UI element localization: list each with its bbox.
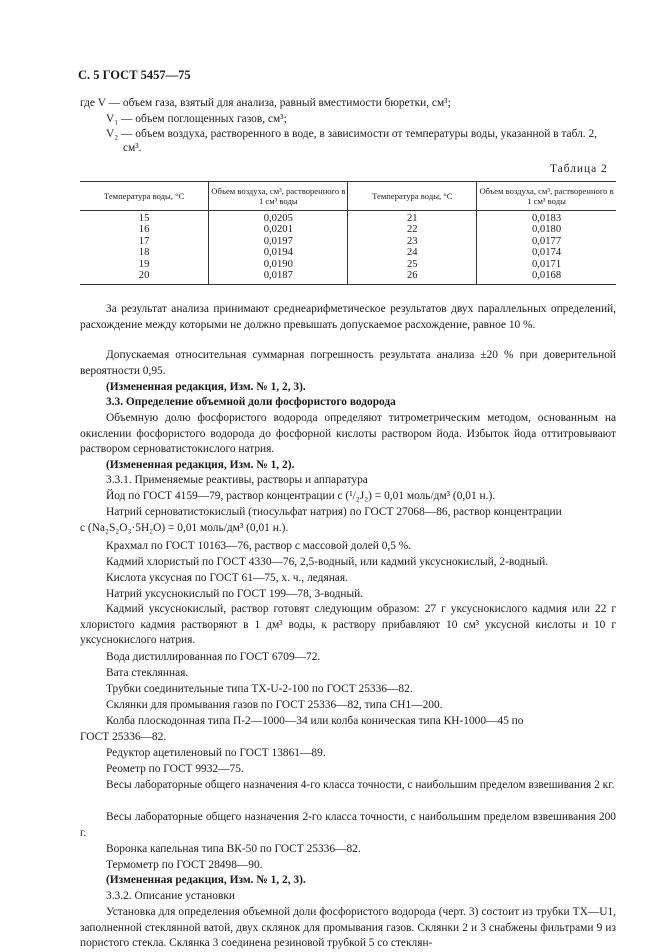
section-3-3-2-title: 3.3.2. Описание установки	[106, 890, 235, 902]
edit-note: (Измененная редакция, Изм. № 1, 2, 3).	[106, 874, 306, 886]
item-rheometer: Реометр по ГОСТ 9932—75.	[106, 763, 244, 775]
item-reducer: Редуктор ацетиленовый по ГОСТ 13861—89.	[106, 747, 326, 759]
table-cell: 0,0171	[477, 259, 616, 270]
paragraph-error: Допускаемая относительная суммарная погрешность результата анализа ±20 % при доверительной вероятности 0,95.	[80, 349, 616, 377]
table-cell: 0,0205	[209, 211, 348, 225]
table-row	[80, 270, 616, 285]
table-row	[80, 247, 616, 258]
reagent-thiosulfate: Натрий серноватистокислый (тиосульфат натрия) по ГОСТ 27068—86, раствор концентрации	[106, 506, 562, 518]
table-cell: 22	[348, 224, 477, 235]
table-cell: 0,0177	[477, 236, 616, 247]
table-cell: 0,0187	[209, 270, 348, 285]
table-cell: 15	[138, 213, 150, 224]
reagent-water: Вода дистиллированная по ГОСТ 6709—72.	[106, 651, 321, 663]
table-cell: 18	[138, 247, 150, 259]
table-row	[80, 259, 616, 270]
table-cell: 23	[348, 236, 477, 247]
paragraph-method: Объемную долю фосфористого водорода определяют титрометрическим методом, основанным на окислении фосфористого водорода до фосфорной кислоты раствором йода. Избыток йода оттитровывают раствором серноватистокислого натрия.	[80, 412, 616, 455]
item-scales-4: Весы лабораторные общего назначения 4-го класса точности, с наибольшим пределом взвешивания 2 кг.	[106, 779, 615, 791]
item-glass-wool: Вата стеклянная.	[106, 667, 189, 679]
reagent-starch: Крахмал по ГОСТ 10163—76, раствор с массовой долей 0,5 %.	[106, 540, 412, 552]
table-cell: 0,0168	[477, 270, 616, 285]
air-volume-table	[80, 181, 616, 285]
section-3-3-title: 3.3. Определение объемной доли фосфористого водорода	[106, 396, 396, 408]
table-header: Температура воды, °С	[348, 182, 477, 211]
item-flask-standard: ГОСТ 25336—82.	[80, 731, 167, 743]
table-cell: 16	[138, 224, 150, 236]
table-cell: 0,0197	[209, 236, 348, 247]
reagent-sodium-acetate: Натрий уксуснокислый по ГОСТ 199—78, 3-водный.	[106, 588, 364, 600]
table-cell: 21	[348, 211, 477, 225]
paragraph-setup: Установка для определения объемной доли фосфористого водорода (черт. 3) состоит из трубки ТХ—U1, заполненной стеклянной ватой, двух склянок для промывания газов. Склянки 2 и 3 снабжены фильтрами 9 из пористого стекла. Склянка 3 соединена резиновой трубкой 5 со стеклян-	[80, 906, 616, 949]
table-header: Объем воздуха, см³, растворенного в 1 см³ воды	[477, 182, 616, 211]
reagent-iodine: Йод по ГОСТ 4159—79, раствор концентрации c (¹/₂J₂) = 0,01 моль/дм³ (0,01 н.).	[106, 490, 496, 502]
table-row	[80, 211, 616, 225]
table-cell: 20	[138, 270, 150, 282]
table-cell: 0,0180	[477, 224, 616, 235]
reagent-acetic-acid: Кислота уксусная по ГОСТ 61—75, х. ч., ледяная.	[106, 572, 348, 584]
edit-note: (Измененная редакция, Изм. № 1, 2).	[106, 459, 295, 471]
table-cell: 26	[348, 270, 477, 285]
table-cell: 0,0183	[477, 211, 616, 225]
item-tubes: Трубки соединительные типа ТХ-U-2-100 по ГОСТ 25336—82.	[106, 683, 413, 695]
definition-v2: V₂ — объем воздуха, растворенного в воде, в зависимости от температуры воды, указанной в табл. 2,	[106, 128, 598, 140]
definition-v1: V₁ — объем поглощенных газов, см³;	[106, 113, 287, 125]
table-cell: 19	[138, 258, 150, 270]
edit-note: (Измененная редакция, Изм. № 1, 2, 3).	[106, 381, 306, 393]
definition-v2-unit: см³.	[123, 142, 142, 154]
reagent-cadmium-chloride: Кадмий хлористый по ГОСТ 4330—76, 2,5-водный, или кадмий уксуснокислый, 2-водный.	[106, 556, 549, 568]
table-header: Объем воздуха, см³, растворенного в 1 см³ воды	[209, 182, 348, 211]
item-funnel: Воронка капельная типа ВК-50 по ГОСТ 25336—82.	[106, 843, 361, 855]
paragraph-result: За результат анализа принимают среднеарифметическое результатов двух параллельных определений, расхождение между которыми не должно превышать допускаемое расхождение, равное 10 %.	[80, 303, 616, 331]
table-cell: 0,0201	[209, 224, 348, 235]
reagent-cadmium-acetate: Кадмий уксуснокислый, раствор готовят следующим образом: 27 г уксуснокислого кадмия или 22 г хлористого кадмия растворяют в 1 дм³ воды, к раствору прибавляют 10 см³ уксусной кислоты и 10 г уксуснокислого натрия.	[80, 603, 616, 646]
item-wash-bottles: Склянки для промывания газов по ГОСТ 25336—82, типа СН1—200.	[106, 699, 443, 711]
table-caption: Таблица 2	[550, 163, 608, 175]
table-cell: 24	[348, 247, 477, 258]
item-thermometer: Термометр по ГОСТ 28498—90.	[106, 859, 263, 871]
page-header: С. 5 ГОСТ 5457—75	[78, 68, 191, 82]
reagent-thiosulfate-formula: c (Na₂S₂O₃·5H₂O) = 0,01 моль/дм³ (0,01 н.).	[80, 522, 289, 534]
table-cell: 25	[348, 259, 477, 270]
definition-v: где V — объем газа, взятый для анализа, равный вместимости бюретки, см³;	[80, 97, 451, 109]
table-cell: 17	[138, 235, 150, 247]
table-cell: 0,0194	[209, 247, 348, 258]
item-scales-2: Весы лабораторные общего назначения 2-го класса точности, с наибольшим пределом взвешивания 200 г.	[80, 811, 616, 839]
table-cell: 0,0190	[209, 259, 348, 270]
table-cell: 0,0174	[477, 247, 616, 258]
table-row	[80, 236, 616, 247]
item-flask: Колба плоскодонная типа П-2—1000—34 или колба коническая типа КН-1000—45 по	[106, 715, 524, 727]
table-row	[80, 224, 616, 235]
section-3-3-1-title: 3.3.1. Применяемые реактивы, растворы и аппаратура	[106, 474, 368, 486]
table-header: Температура воды, °С	[80, 182, 209, 211]
